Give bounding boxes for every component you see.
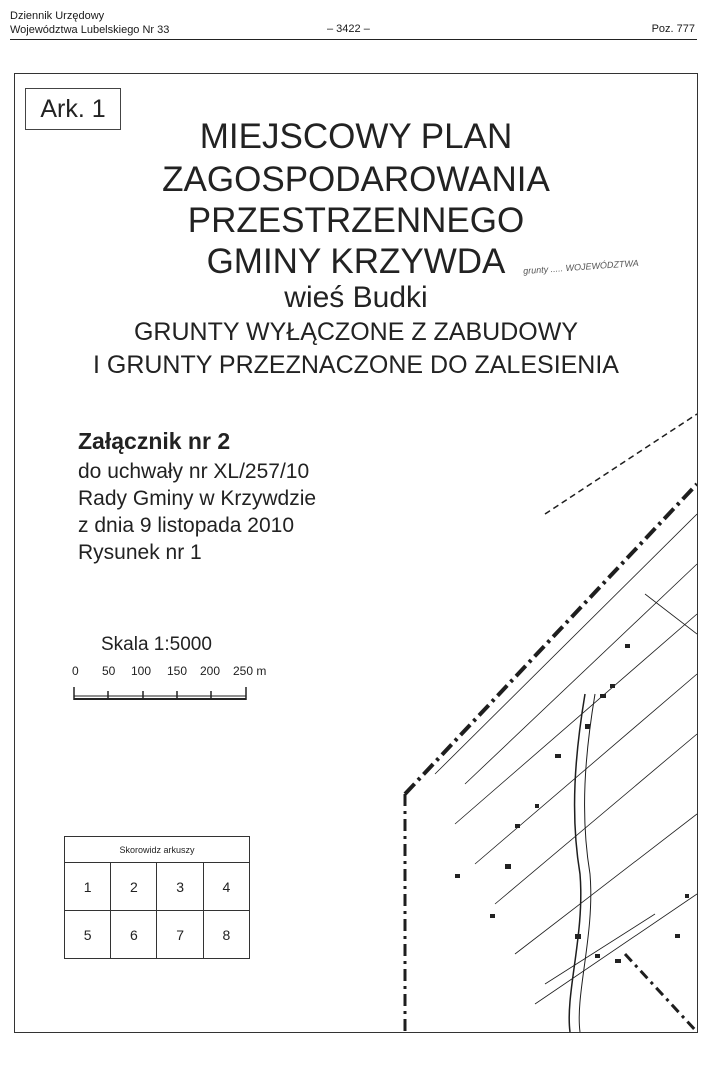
- scale-tick-label: 100: [131, 664, 152, 678]
- sheet-index-cell: 6: [111, 911, 157, 959]
- attachment-date: z dnia 9 listopada 2010: [78, 514, 294, 537]
- scale-tick-label: 50: [102, 664, 116, 678]
- map-drawing: [395, 394, 697, 1032]
- journal-line-1: Dziennik Urzędowy: [10, 10, 105, 22]
- page-number: – 3422 –: [327, 23, 370, 35]
- sheet-index-cell: 8: [203, 911, 249, 959]
- sheet-index-cell: 3: [157, 863, 203, 911]
- header-divider: [10, 39, 697, 40]
- scale-tick-label: 250 m: [233, 664, 267, 678]
- journal-line-2: Województwa Lubelskiego Nr 33: [10, 24, 170, 36]
- scale-tick-label: 0: [72, 664, 79, 678]
- sheet-index-cell: 5: [65, 911, 111, 959]
- plan-subtitle-line-1: GRUNTY WYŁĄCZONE Z ZABUDOWY: [133, 318, 578, 346]
- scale-tick-label: 200: [200, 664, 221, 678]
- plan-title-line-4: GMINY KRZYWDA: [206, 242, 506, 281]
- position-number: Poz. 777: [651, 23, 695, 35]
- attachment-resolution: do uchwały nr XL/257/10: [78, 460, 310, 483]
- map-sheet-frame: [14, 73, 698, 1033]
- plan-subtitle-line-2: I GRUNTY PRZEZNACZONE DO ZALESIENIA: [92, 351, 619, 379]
- attachment-council: Rady Gminy w Krzywdzie: [78, 487, 317, 510]
- sheet-index-cell: 7: [157, 911, 203, 959]
- map-handwritten-annotation: grunty ..... WOJEWÓDZTWA: [522, 257, 640, 277]
- attachment-heading: Załącznik nr 2: [78, 428, 231, 454]
- sheet-index-title: Skorowidz arkuszy: [65, 837, 250, 863]
- sheet-index-cell: 2: [111, 863, 157, 911]
- plan-title-line-2: ZAGOSPODAROWANIA: [162, 160, 550, 199]
- scale-label: Skala 1:5000: [101, 634, 212, 655]
- scale-bar: [59, 679, 249, 701]
- plan-title-line-1: MIEJSCOWY PLAN: [199, 117, 513, 156]
- scale-tick-label: 150: [167, 664, 188, 678]
- sheet-number-box: Ark. 1: [25, 88, 121, 130]
- village-name: wieś Budki: [284, 281, 428, 314]
- sheet-index-cell: 1: [65, 863, 111, 911]
- plan-title-line-3: PRZESTRZENNEGO: [187, 201, 525, 240]
- sheet-index-table: [64, 836, 250, 994]
- sheet-index-cell: 4: [203, 863, 249, 911]
- attachment-drawing: Rysunek nr 1: [78, 541, 202, 564]
- journal-title: [10, 9, 169, 37]
